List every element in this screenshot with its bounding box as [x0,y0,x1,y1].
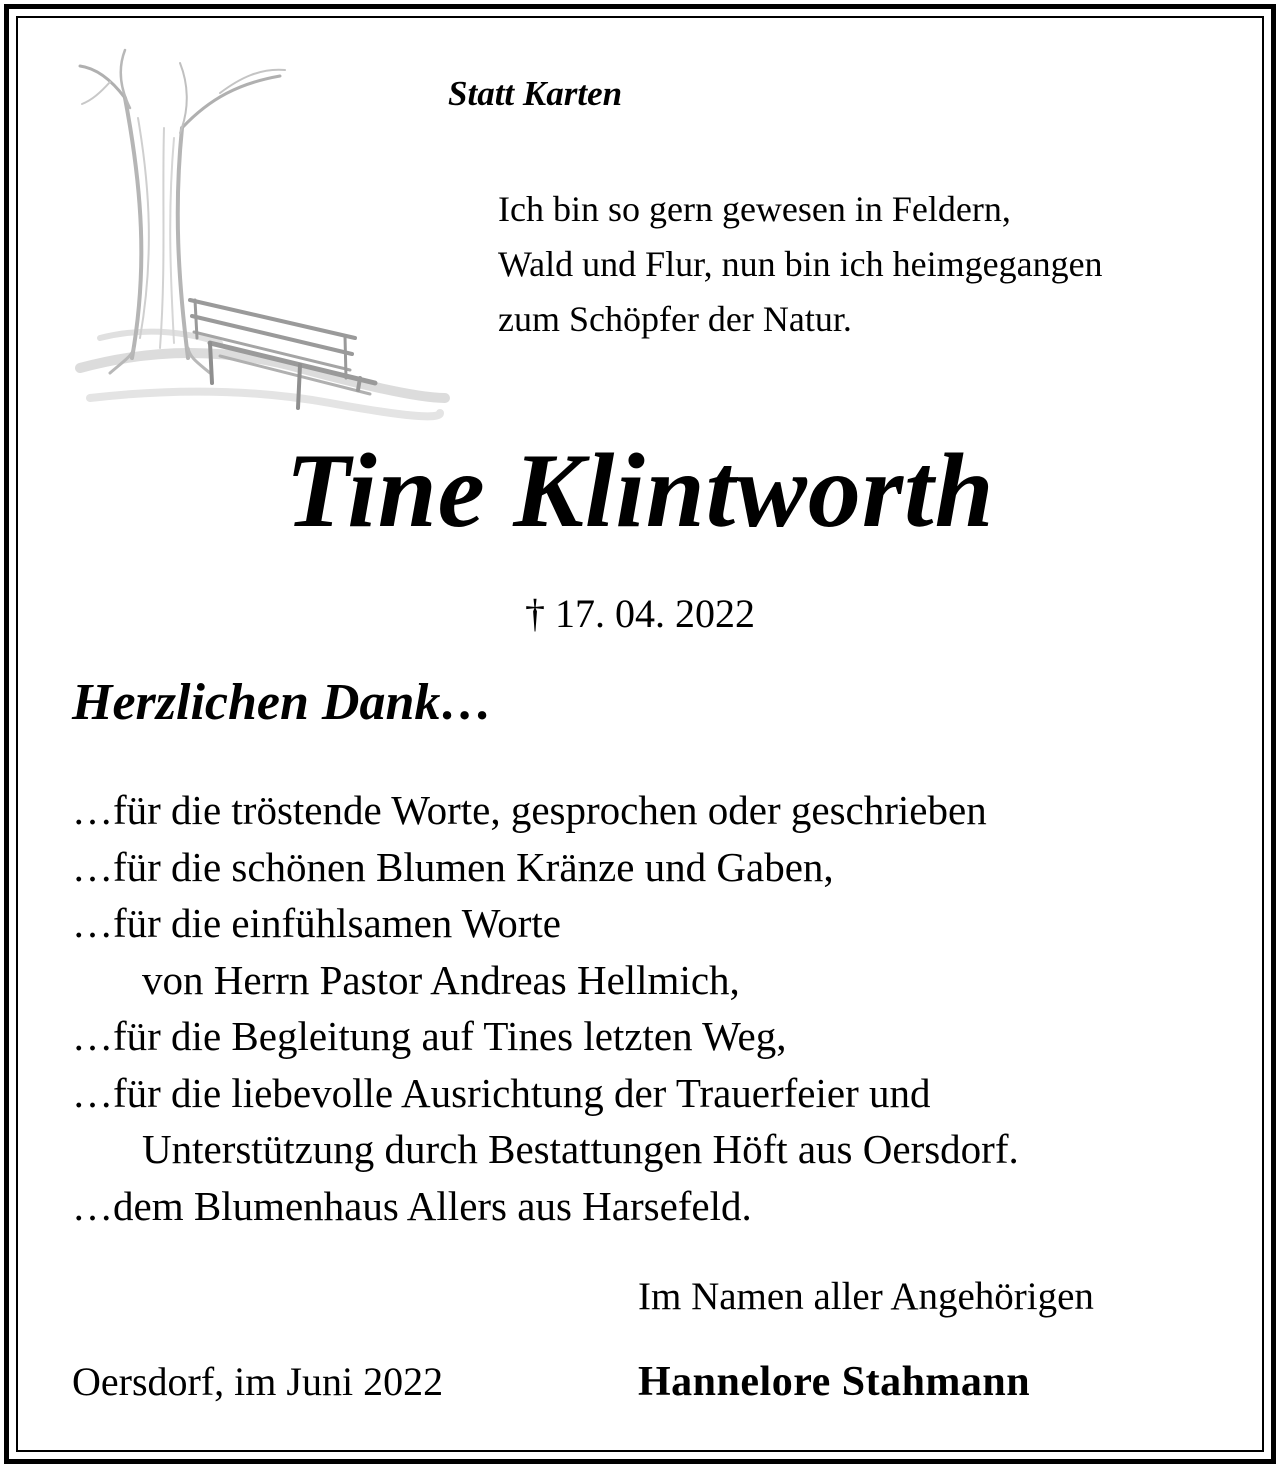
poem-line: zum Schöpfer der Natur. [498,299,852,339]
thanks-line: Unterstützung durch Bestattungen Höft aus Oersdorf. [142,1126,1019,1172]
statt-karten-label: Statt Karten [448,74,623,113]
thanks-line: von Herrn Pastor Andreas Hellmich, [142,956,740,1003]
poem [498,182,1103,347]
thanks-line: …für die Begleitung auf Tines letzten Weg, [72,1013,787,1059]
poem-line: Wald und Flur, nun bin ich heimgegangen [498,244,1103,284]
thanks-line: …für die liebevolle Ausrichtung der Trauerfeier und [72,1069,931,1116]
thanks-line: …für die tröstende Worte, gesprochen oder geschrieben [72,787,987,833]
thanks-line: …dem Blumenhaus Allers aus Harsefeld. [72,1182,752,1229]
signoff-text: Im Namen aller Angehörigen [638,1275,1094,1318]
place-date: Oersdorf, im Juni 2022 [72,1359,444,1404]
thanks-line: …für die einfühlsamen Worte [72,900,561,946]
thanks-line: …für die schönen Blumen Kränze und Gaben, [72,843,834,890]
tree-bench-illustration [70,38,450,423]
poem-line: Ich bin so gern gewesen in Feldern, [498,189,1011,229]
signer-name: Hannelore Stahmann [638,1359,1031,1405]
death-date: † 17. 04. 2022 [525,591,755,636]
deceased-name: Tine Klintworth [285,432,995,549]
thanks-heading: Herzlichen Dank… [72,674,493,731]
thanks-list [72,782,1019,1234]
